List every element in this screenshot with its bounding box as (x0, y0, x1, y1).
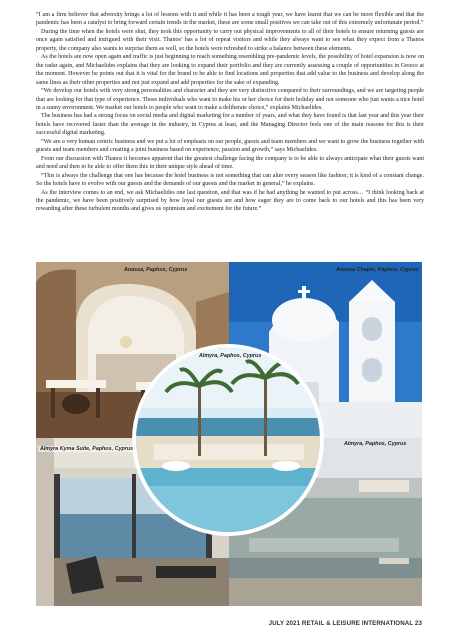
article-paragraph: “We develop our hotels with very strong personalities and character and they are very distinctive compared to their surroundings, and we are targeting people that are looking for that type of experience. Those individuals who want to make his or her choice for their holiday and not someone who just wants a nice hotel in a sunny environment. We market our hotels to people who want to make a deliberate choice,” explains Michaelides. (36, 88, 424, 111)
article-paragraph: “We are a very human centric business and we put a lot of emphasis on our people, guests and team members and we want to grow the business together with guests and team members and creating a joint business based on experience, passion and growth,” says Michaelides. (36, 138, 424, 154)
article-paragraph: During the time when the hotels were shut, they took this opportunity to carry out physical improvements to all of their hotels to ensure returning guests are once again satisfied and intrigued with their visit. Thanos’ has a lot of repeat visitors and while they always want to see what they expect from a Thanos property, the company also wants to surprise them as well, so the hotels were refreshed to strike a balance between these elements. (36, 28, 424, 52)
article-paragraph: As the hotels are now open again and traffic is just beginning to reach something resembling pre-pandemic levels, the possibility of hotel expansion is now on the radar again, and Michaelides explains that they are looking to expand their portfolio and they are currently assessing a couple of opportunities in Greece at the moment. However he points out that it is vital for the brand to be able to find locations and properties that add value to the business and develop along the same lines as their other properties and not just expand and add properties for the sake of expanding. (36, 54, 424, 86)
article-paragraph: “I am a firm believer that adversity brings a lot of lessons with it and while it has been a tough year, we have learnt that we can be more flexible and that the pandemic has been a catalyst to bring forward certain trends in the market, these are some small positives we can take out of this extremely unfortunate period.” (36, 12, 424, 27)
photo-almyra-circle (132, 344, 324, 536)
photo-collage (36, 262, 422, 606)
page-footer: JULY 2021 RETAIL & LEISURE INTERNATIONAL 23 (268, 620, 422, 627)
article-body (36, 11, 424, 214)
caption-center: Almyra, Paphos, Cyprus (199, 353, 262, 359)
caption-bottom-left (38, 446, 135, 452)
article-paragraph: As the interview comes to an end, we ask Michaelides one last question, and that was if he had anything he wanted to put across… “I think looking back at the pandemic, we have been positively surprised by how loyal our guests are and how eager they are to come back to our hotels and this has been very rewarding after these turbulent months and gives us optimism and excitement for the future.” (36, 189, 424, 213)
article-paragraph: The business has had a strong focus on social media and digital marketing for a number of years, and what they have found is that last year and this year their hotels have recovered faster than the average in the industry, in Cyprus at least, and the Managing Director feels one of the main reasons for this is their successful digital marketing. (36, 113, 424, 137)
caption-top-right: Anassa Chapel, Paphos, Cyprus (336, 267, 419, 273)
caption-bottom-right: Almyra, Paphos, Cyprus (344, 441, 407, 447)
article-paragraph: “This is always the challenge that one has because the hotel business is not something that can alter every season like fashion; it is kind of a constant change. So the hotels have to evolve with our guests and the demands of our guests and the market in general,” he explains. (36, 172, 424, 188)
caption-top-left: Anassa, Paphos, Cyprus (124, 267, 188, 273)
article-paragraph: From our discussion with Thanos it becomes apparent that the greatest challenge facing the company is to be able to always anticipate what their guests want and need and then to be able to offer them this in their unique style ahead of time. (36, 155, 424, 171)
caption-bottom-left-text: Almyra Kyma Suite, Paphos, Cyprus (40, 446, 134, 452)
